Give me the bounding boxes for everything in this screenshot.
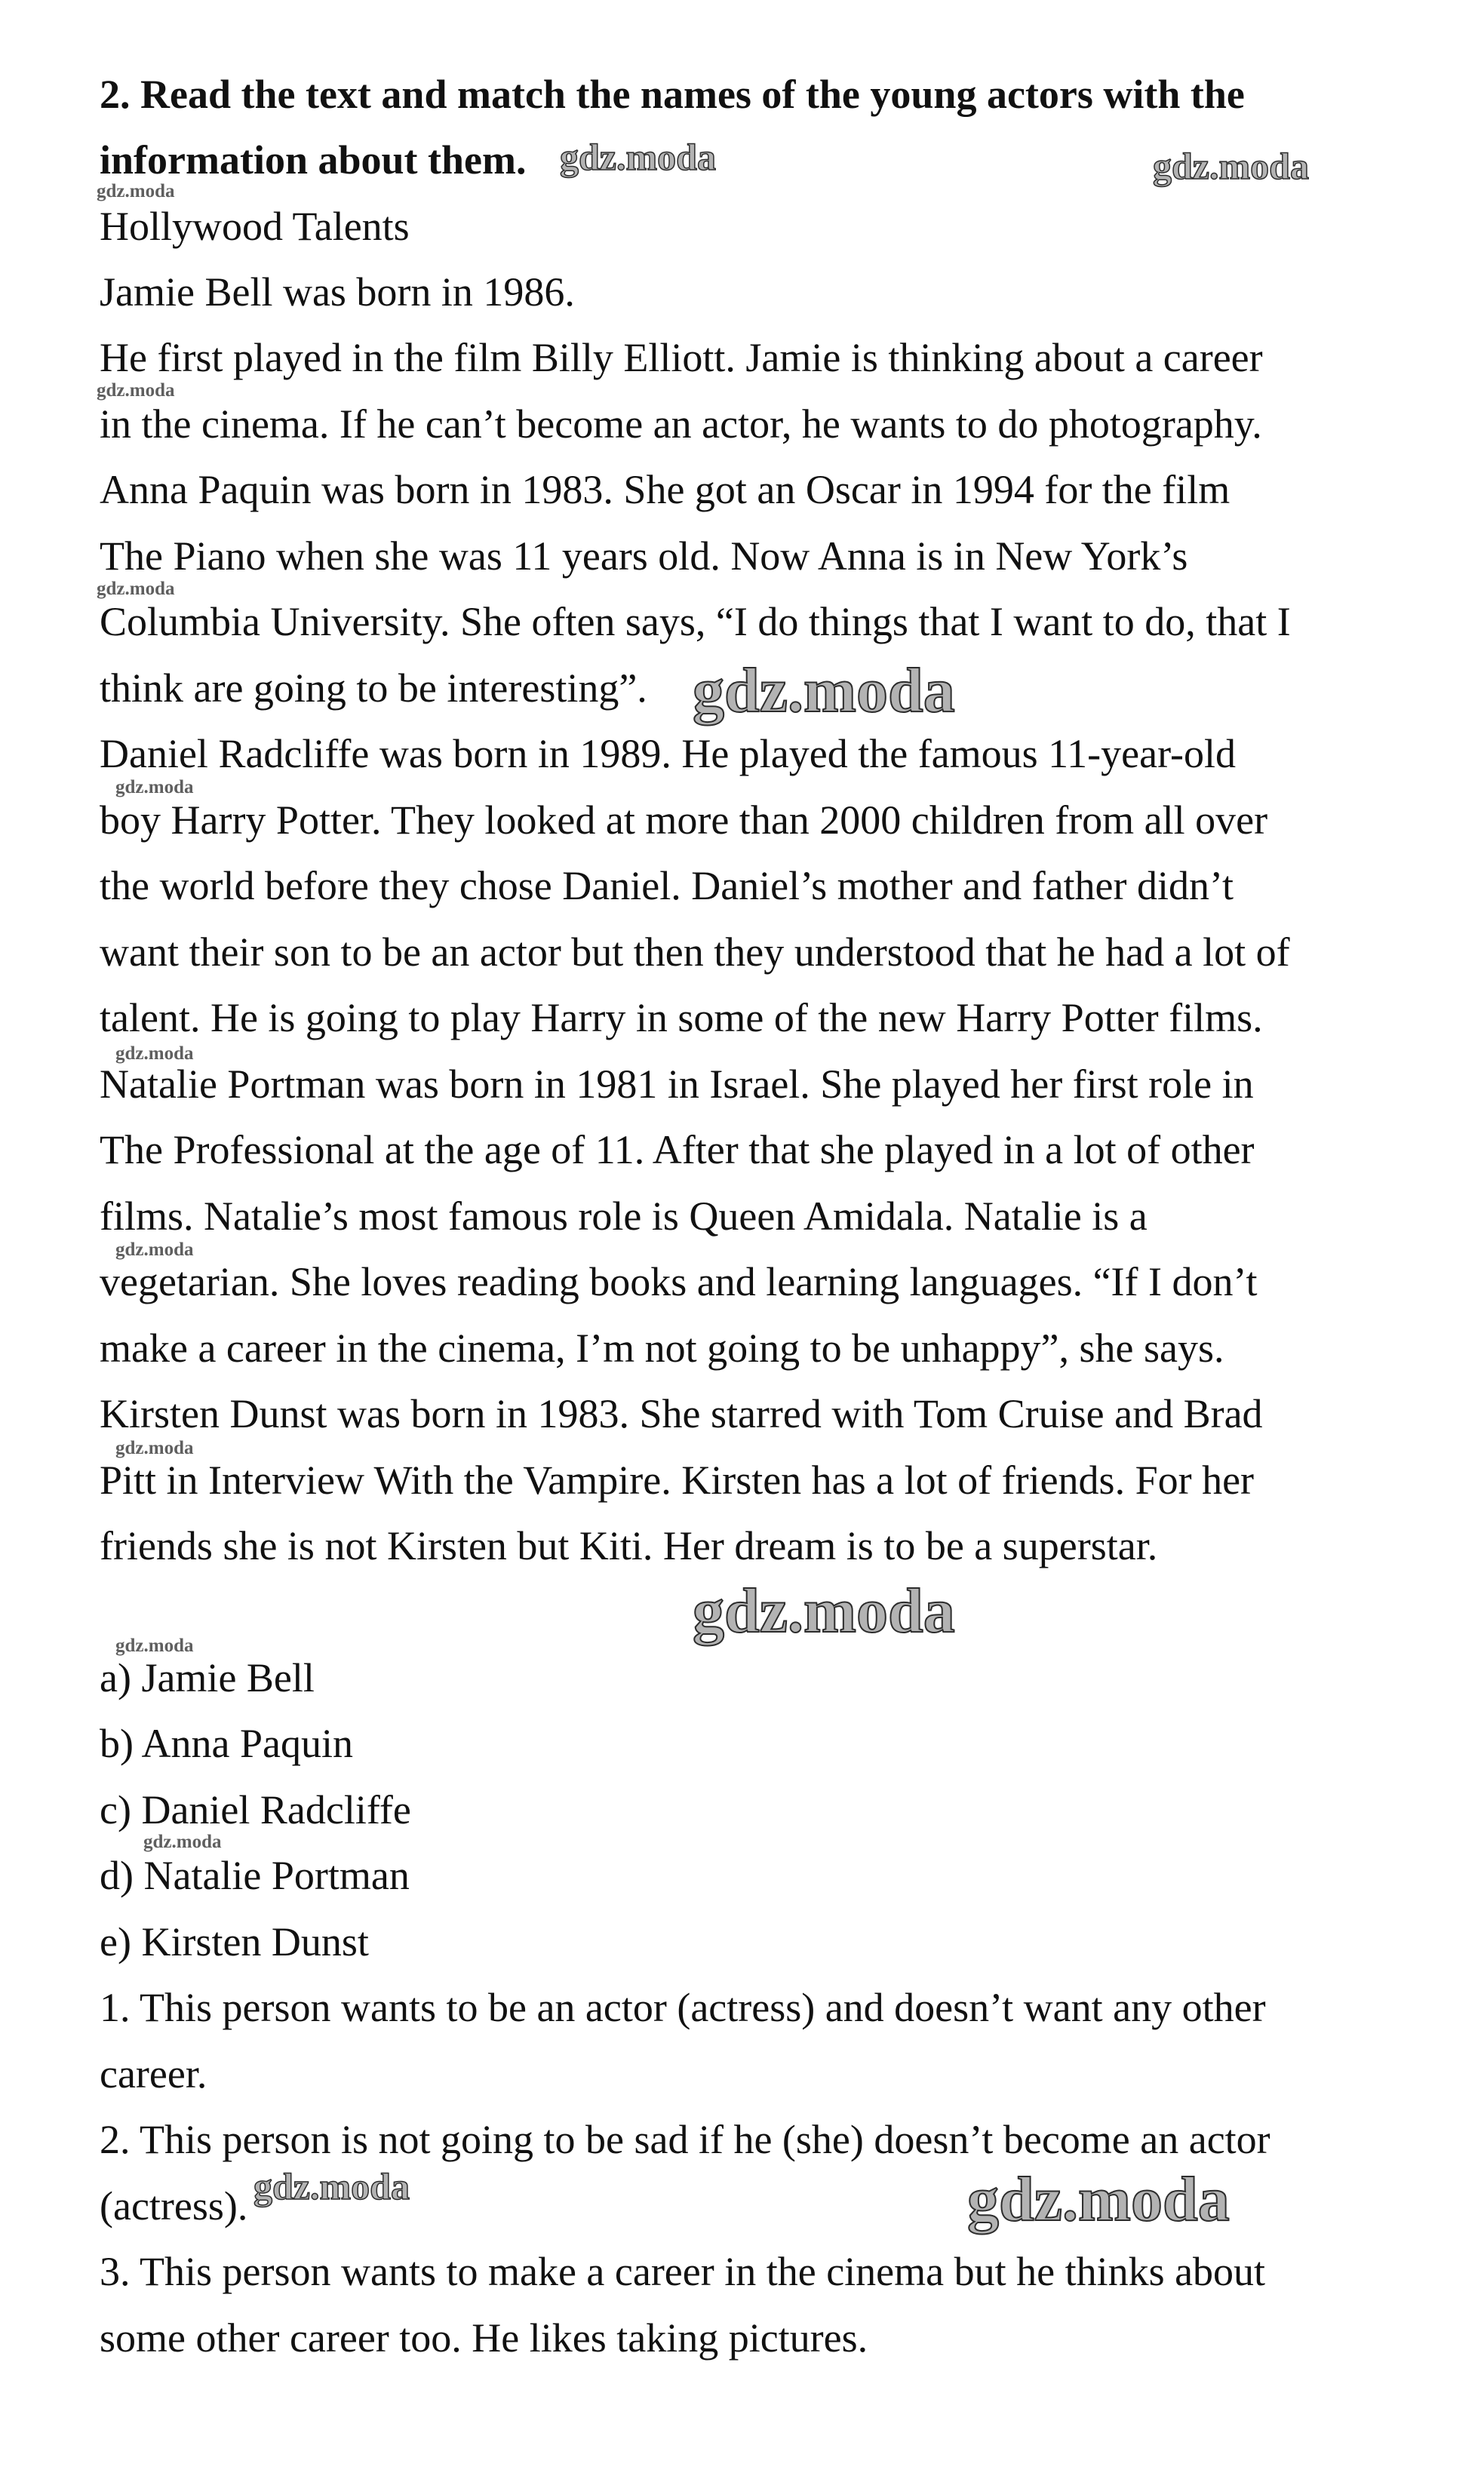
watermark: gdz.moda: [97, 181, 175, 201]
watermark: gdz.moda: [97, 579, 175, 599]
name-option-b: b) Anna Paquin: [100, 1721, 353, 1766]
name-option-e: e) Kirsten Dunst: [100, 1919, 369, 1964]
text-line: Anna Paquin was born in 1983. She got an Oscar in 1994 for the film: [100, 467, 1231, 512]
name-option-a: a) Jamie Bell: [100, 1655, 315, 1700]
text-line: He first played in the film Billy Elliott. Jamie is thinking about a career: [100, 335, 1263, 380]
text-line: Daniel Radcliffe was born in 1989. He played the famous 11-year-old: [100, 731, 1236, 776]
name-option-d: d) Natalie Portman: [100, 1853, 410, 1898]
watermark: gdz.moda: [115, 777, 194, 797]
watermark: gdz.moda: [693, 1576, 955, 1646]
task-heading-line-1: 2. Read the text and match the names of the young actors with the: [100, 72, 1245, 117]
text-line: The Piano when she was 11 years old. Now Anna is in New York’s: [100, 533, 1188, 579]
watermark: gdz.moda: [115, 1043, 194, 1064]
text-line: in the cinema. If he can’t become an actor, he wants to do photography.: [100, 401, 1262, 447]
task-heading-line-2: information about them.: [100, 137, 527, 183]
text-line: make a career in the cinema, I’m not going to be unhappy”, she says.: [100, 1326, 1224, 1371]
text-line: talent. He is going to play Harry in some of the new Harry Potter films.: [100, 995, 1263, 1040]
text-line: Pitt in Interview With the Vampire. Kirsten has a lot of friends. For her: [100, 1458, 1255, 1503]
text-line: want their son to be an actor but then they understood that he had a lot of: [100, 929, 1290, 975]
text-line: The Professional at the age of 11. After that she played in a lot of other: [100, 1127, 1255, 1172]
watermark: gdz.moda: [115, 1438, 194, 1458]
statement-line: 1. This person wants to be an actor (actress) and doesn’t want any other: [100, 1985, 1266, 2030]
text-line: think are going to be interesting”.: [100, 665, 647, 711]
text-line: Columbia University. She often says, “I do things that I want to do, that I: [100, 599, 1291, 644]
watermark: gdz.moda: [253, 2165, 410, 2207]
statement-line: (actress).: [100, 2183, 248, 2229]
watermark: gdz.moda: [143, 1832, 222, 1852]
text-line: vegetarian. She loves reading books and learning languages. “If I don’t: [100, 1259, 1258, 1304]
watermark: gdz.moda: [967, 2164, 1230, 2235]
watermark: gdz.moda: [1153, 145, 1309, 187]
watermark: gdz.moda: [115, 1240, 194, 1260]
text-line: friends she is not Kirsten but Kiti. Her dream is to be a superstar.: [100, 1523, 1158, 1568]
text-line: films. Natalie’s most famous role is Queen Amidala. Natalie is a: [100, 1193, 1148, 1239]
watermark: gdz.moda: [560, 136, 716, 178]
text-line: the world before they chose Daniel. Daniel’s mother and father didn’t: [100, 863, 1234, 908]
text-title: Hollywood Talents: [100, 204, 410, 249]
text-line: Natalie Portman was born in 1981 in Israel. She played her first role in: [100, 1061, 1254, 1107]
watermark: gdz.moda: [693, 656, 955, 726]
text-line: Jamie Bell was born in 1986.: [100, 269, 575, 315]
text-line: boy Harry Potter. They looked at more than 2000 children from all over: [100, 797, 1268, 843]
name-option-c: c) Daniel Radcliffe: [100, 1787, 411, 1832]
text-line: Kirsten Dunst was born in 1983. She starred with Tom Cruise and Brad: [100, 1391, 1263, 1436]
watermark: gdz.moda: [115, 1636, 194, 1656]
statement-line: career.: [100, 2051, 207, 2097]
statement-line: 2. This person is not going to be sad if he (she) doesn’t become an actor: [100, 2117, 1270, 2162]
statement-line: some other career too. He likes taking pictures.: [100, 2315, 868, 2361]
watermark: gdz.moda: [97, 380, 175, 401]
statement-line: 3. This person wants to make a career in the cinema but he thinks about: [100, 2249, 1266, 2294]
